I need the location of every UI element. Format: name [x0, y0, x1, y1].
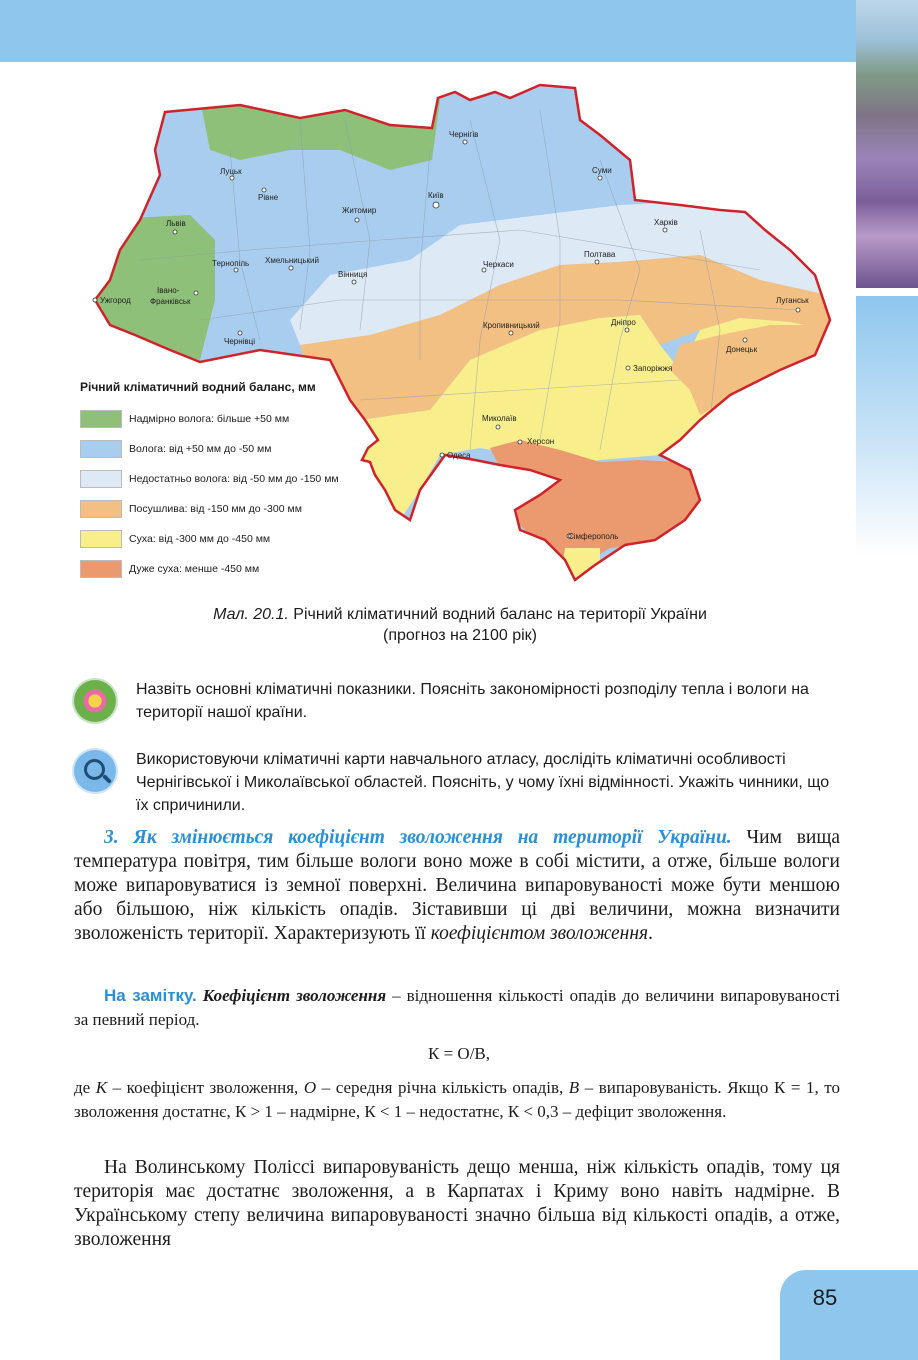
task-question-2 — [74, 748, 844, 817]
legend-label: Недостатньо волога: від -50 мм до -150 мм — [129, 473, 339, 485]
city-luhansk: Луганськ — [776, 296, 809, 305]
section-3-paragraph — [74, 826, 840, 946]
city-donetsk: Донецьк — [726, 345, 758, 354]
section-term: коефіцієнтом зволоження — [430, 923, 649, 944]
city-rivne: Рівне — [258, 193, 279, 202]
legend-label: Волога: від +50 мм до -50 мм — [129, 443, 272, 455]
zone-very-wet-carpathians — [90, 215, 215, 360]
legend-swatch — [80, 410, 122, 428]
flower-puzzle-icon — [74, 680, 116, 722]
city-dnipro: Дніпро — [611, 318, 636, 327]
city-vinnytsia: Вінниця — [338, 270, 368, 279]
humidity-formula: К = О/В, — [427, 1044, 490, 1063]
note-block — [74, 984, 840, 1032]
task-text: Використовуючи кліматичні карти навчального атласу, дослідіть кліматичні особливості Чернігівської і Миколаївської областей. Поясніть, у чому їхні відмінності. Укажіть чинники, що їх спричинили. — [136, 751, 830, 814]
section-heading: 3. Як змінюється коефіцієнт зволоження на території України. — [104, 827, 732, 848]
map-legend — [80, 380, 370, 584]
legend-swatch — [80, 500, 122, 518]
city-ivano-frankivsk-2: Франківськ — [150, 297, 191, 306]
note-text: – відношення кількості опадів до величини випаровуваності за певний період. — [74, 986, 841, 1029]
legend-title: Річний кліматичний водний баланс, мм — [80, 380, 316, 394]
section-end: . — [648, 923, 653, 944]
task-text: Назвіть основні кліматичні показники. Поясніть закономірності розподілу тепла і вологи на території нашої країни. — [136, 681, 809, 721]
side-color-band — [856, 296, 918, 556]
closing-paragraph: На Волинському Поліссі випаровуваність дещо менша, ніж кількість опадів, тому ця територія має достатнє зволоження, а в Карпатах і Криму воно навіть надмірне. В Українському степу величина випаровуваності значно більша від кількості опадів, а отже, зволоження — [74, 1157, 840, 1250]
legend-item — [80, 524, 370, 554]
legend-label: Посушлива: від -150 мм до -300 мм — [129, 503, 302, 515]
city-lutsk: Луцьк — [220, 167, 242, 176]
city-zhytomyr: Житомир — [342, 206, 377, 215]
city-poltava: Полтава — [584, 250, 616, 259]
formula-explanation — [74, 1076, 840, 1124]
legend-swatch — [80, 560, 122, 578]
page-number: 85 — [812, 1285, 838, 1310]
legend-item — [80, 434, 370, 464]
page-number-tab — [780, 1270, 918, 1360]
caption-line1: Річний кліматичний водний баланс на території України — [293, 606, 707, 623]
figure-caption — [100, 604, 820, 646]
note-label: На замітку. — [104, 986, 197, 1005]
caption-line2: (прогноз на 2100 рік) — [383, 627, 537, 644]
legend-swatch — [80, 440, 122, 458]
magnifier-icon — [74, 750, 116, 792]
expl-var-o: О — [303, 1078, 317, 1097]
section-body: Чим вища температура повітря, тим більше вологи воно може в собі містити, а отже, більше вологи може випаровуватися із земної поверхні. Величина випаровуваності може бути меншою або більшою, ніж кількість опадів. Зіставивши ці дві величини, можна визначити зволоженість території. Характеризують її — [74, 827, 841, 944]
city-odesa: Одеса — [447, 451, 471, 460]
city-uzhhorod: Ужгород — [100, 296, 131, 305]
city-ternopil: Тернопіль — [212, 259, 250, 268]
city-kharkiv: Харків — [654, 218, 678, 227]
city-simferopol: Сімферополь — [568, 532, 619, 541]
task-question-1 — [74, 678, 844, 724]
legend-swatch — [80, 530, 122, 548]
legend-item — [80, 554, 370, 584]
city-cherkasy: Черкаси — [483, 260, 514, 269]
expl-text: – коефіцієнт зволоження, — [107, 1078, 304, 1097]
top-header-band — [0, 0, 918, 62]
city-lviv: Львів — [166, 219, 186, 228]
city-sumy: Суми — [592, 166, 612, 175]
legend-item — [80, 464, 370, 494]
city-chernivtsi: Чернівці — [224, 337, 256, 346]
city-kropyvnytskyi: Кропивницький — [483, 321, 540, 330]
legend-label: Надмірно волога: більше +50 мм — [129, 413, 290, 425]
caption-prefix: Мал. 20.1. — [213, 606, 289, 623]
legend-label: Суха: від -300 мм до -450 мм — [129, 533, 271, 545]
note-term: Коефіцієнт зволоження — [202, 986, 387, 1005]
city-mykolaiv: Миколаїв — [482, 414, 517, 423]
side-flower-photo — [856, 0, 918, 288]
city-chernihiv: Чернігів — [449, 130, 479, 139]
legend-item — [80, 494, 370, 524]
expl-text: – середня річна кількість опадів, — [316, 1078, 569, 1097]
city-kyiv: Київ — [428, 191, 444, 200]
expl-text: – випаровуваність. Якщо К = 1, то зволоження достатнє, К > 1 – надмірне, К < 1 – недостатнє, К < 0,3 – дефіцит зволоження. — [74, 1078, 840, 1121]
city-zaporizhzhia: Запоріжжя — [633, 364, 673, 373]
legend-item — [80, 404, 370, 434]
city-khmelnytskyi: Хмельницький — [265, 256, 319, 265]
city-ivano-frankivsk-1: Івано- — [157, 286, 180, 295]
city-kherson: Херсон — [527, 437, 555, 446]
expl-var-k: К — [95, 1078, 108, 1097]
legend-label: Дуже суха: менше -450 мм — [129, 563, 260, 575]
expl-var-v: В — [568, 1078, 580, 1097]
legend-swatch — [80, 470, 122, 488]
expl-text: де — [74, 1078, 96, 1097]
